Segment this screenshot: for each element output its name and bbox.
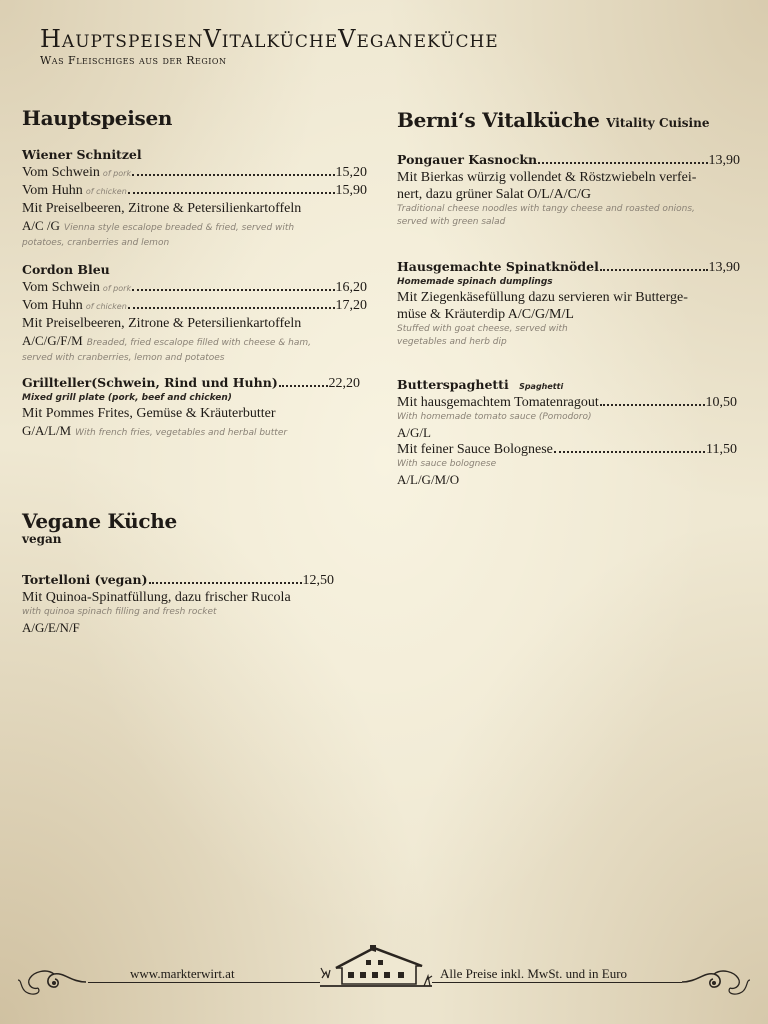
item-name: Cordon Bleu <box>22 262 110 277</box>
dot-leader <box>554 451 705 453</box>
item-name: Tortelloni (vegan) <box>22 572 148 587</box>
english-description: Vienna style escalope breaded & fried, served with <box>63 223 295 233</box>
price-row <box>397 258 740 276</box>
item-description: Mit Quinoa-Spinatfüllung, dazu frischer Rucola <box>22 590 291 605</box>
allergen-line <box>22 422 360 442</box>
item-description: Mit Preiselbeeren, Zitrone & Petersilienkartoffeln <box>22 316 302 331</box>
english-description-cont: vegetables and herb dip <box>397 337 507 347</box>
flourish-ornament-icon <box>16 966 88 998</box>
menu-item-butterspaghetti <box>397 376 737 488</box>
price-note: Alle Preise inkl. MwSt. und in Euro <box>440 966 628 981</box>
allergen-line <box>22 332 367 352</box>
price: 17,20 <box>335 298 367 313</box>
price-row <box>22 297 367 315</box>
page-subtitle: Was Fleischiges aus der Region <box>40 54 227 67</box>
english-description: With sauce bolognese <box>397 459 497 469</box>
price-row <box>397 151 740 169</box>
dot-leader <box>600 269 708 271</box>
section-title-vitalkueche <box>397 108 709 132</box>
item-name: Grillteller(Schwein, Rind und Huhn) <box>22 375 278 390</box>
footer-rule-right <box>432 982 682 983</box>
section-subtitle-vegan: vegan <box>22 532 62 546</box>
price-row <box>397 441 737 458</box>
dot-leader <box>132 289 334 291</box>
price: 10,50 <box>705 395 737 410</box>
price-row <box>22 164 367 182</box>
english-name: Homemade spinach dumplings <box>397 277 553 287</box>
item-description: Mit Preiselbeeren, Zitrone & Petersilienkartoffeln <box>22 201 302 216</box>
price: 15,90 <box>335 183 367 198</box>
allergen-codes: A/G/L <box>397 425 431 440</box>
variant-label: Vom Schwein <box>22 165 100 180</box>
english-description: With french fries, vegetables and herbal butter <box>75 428 288 438</box>
menu-item-spinatknoedel <box>397 258 740 349</box>
section-title-vegan: Vegane Küche <box>22 509 177 533</box>
section-title-main: Berni‘s Vitalküche <box>397 108 600 132</box>
price-row <box>22 374 360 392</box>
variant-english: of pork <box>102 169 132 178</box>
dot-leader <box>128 192 335 194</box>
english-description: Traditional cheese noodles with tangy cheese and roasted onions, <box>397 204 695 214</box>
footer-rule-left <box>88 982 320 983</box>
price-row <box>397 394 737 411</box>
english-description: With homemade tomato sauce (Pomodoro) <box>397 412 592 422</box>
english-description-cont: served with green salad <box>397 217 506 227</box>
menu-header <box>40 24 499 67</box>
english-name: Spaghetti <box>519 382 564 391</box>
dot-leader <box>538 162 707 164</box>
item-name: Butterspaghetti <box>397 377 509 392</box>
website-link[interactable]: www.markterwirt.at <box>130 966 235 981</box>
dot-leader <box>600 404 705 406</box>
variant-label: Vom Huhn <box>22 298 83 313</box>
dot-leader <box>132 174 334 176</box>
price-row <box>22 279 367 297</box>
item-description: Mit Ziegenkäsefüllung dazu servieren wir Butterge- <box>397 290 688 305</box>
price: 16,20 <box>335 280 367 295</box>
allergen-codes: A/G/E/N/F <box>22 620 80 635</box>
english-description: Breaded, fried escalope filled with cheese & ham, <box>86 338 312 348</box>
price-row <box>22 571 334 589</box>
menu-item-grillteller <box>22 374 360 442</box>
dot-leader <box>149 582 302 584</box>
item-name: Pongauer Kasnockn <box>397 152 538 167</box>
price-row <box>22 182 367 200</box>
english-name: Mixed grill plate (pork, beef and chicken) <box>22 393 232 403</box>
english-description-cont: served with cranberries, lemon and potatoes <box>22 353 225 363</box>
price: 11,50 <box>706 442 737 457</box>
footer <box>0 950 768 1010</box>
menu-item-tortelloni <box>22 571 334 636</box>
menu-item-wiener-schnitzel <box>22 146 367 250</box>
item-description: Mit Bierkas würzig vollendet & Röstzwiebeln verfei- <box>397 170 697 185</box>
section-title-english: Vitality Cuisine <box>606 116 710 130</box>
price: 13,90 <box>708 153 740 168</box>
item-name: Hausgemachte Spinatknödel <box>397 259 599 274</box>
variant-english: of chicken <box>85 302 127 311</box>
item-description-cont: müse & Kräuterdip A/C/G/M/L <box>397 307 574 322</box>
section-title-hauptspeisen: Hauptspeisen <box>22 106 173 130</box>
page-title: HauptspeisenVitalkücheVeganeküche <box>40 25 499 53</box>
variant-label: Vom Huhn <box>22 183 83 198</box>
variant-english: of chicken <box>85 187 127 196</box>
price: 12,50 <box>302 573 334 588</box>
allergen-line <box>22 217 367 237</box>
variant-label: Mit feiner Sauce Bolognese <box>397 442 553 457</box>
allergen-codes: A/C/G/F/M <box>22 333 83 348</box>
allergen-codes: A/L/G/M/O <box>397 472 460 487</box>
allergen-codes: A/C /G <box>22 218 60 233</box>
menu-item-kasnockn <box>397 151 740 229</box>
house-logo-icon <box>318 942 434 992</box>
variant-label: Mit hausgemachtem Tomatenragout <box>397 395 599 410</box>
english-description: with quinoa spinach filling and fresh rocket <box>22 607 217 617</box>
english-description: Stuffed with goat cheese, served with <box>397 324 568 334</box>
dot-leader <box>279 385 328 387</box>
dot-leader <box>128 307 335 309</box>
item-description: Mit Pommes Frites, Gemüse & Kräuterbutter <box>22 406 276 421</box>
price: 13,90 <box>708 260 740 275</box>
flourish-ornament-icon <box>680 966 752 998</box>
variant-english: of pork <box>102 284 132 293</box>
english-description-cont: potatoes, cranberries and lemon <box>22 238 170 248</box>
price: 22,20 <box>328 376 360 391</box>
variant-label: Vom Schwein <box>22 280 100 295</box>
item-name: Wiener Schnitzel <box>22 147 142 162</box>
item-description-cont: nert, dazu grüner Salat O/L/A/C/G <box>397 187 592 202</box>
price: 15,20 <box>335 165 367 180</box>
item-name-line <box>397 376 737 394</box>
allergen-codes: G/A/L/M <box>22 423 72 438</box>
menu-item-cordon-bleu <box>22 261 367 365</box>
